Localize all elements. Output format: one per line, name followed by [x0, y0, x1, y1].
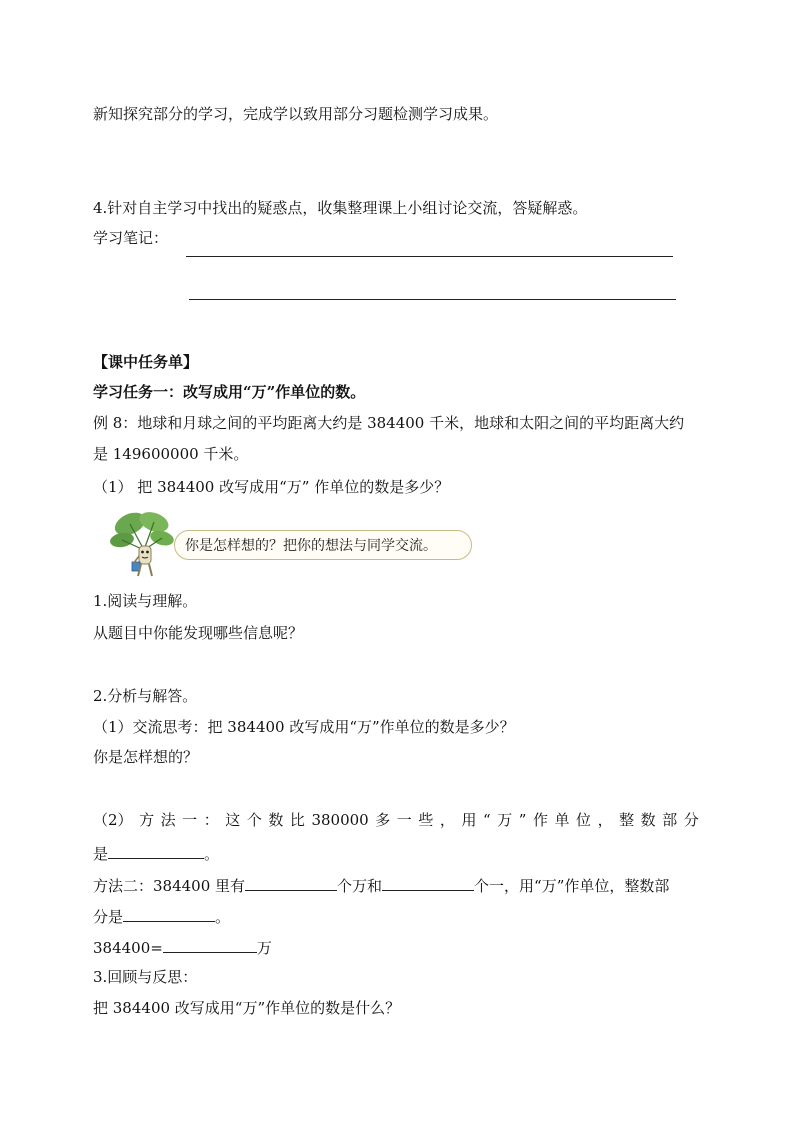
step1-question: 从题目中你能发现哪些信息呢？: [93, 624, 304, 642]
thinking-prompt: [108, 510, 478, 580]
method1-line-2: 是 。: [93, 842, 219, 864]
speech-bubble: 你是怎样想的？把你的想法与同学交流。: [174, 530, 472, 560]
plant-character-icon: [108, 510, 180, 580]
step3-title: 3.回顾与反思：: [93, 968, 198, 986]
method2-line-2: 分是 。: [93, 905, 230, 927]
question-1: （1） 把 384400 改写成用“万” 作单位的数是多少？: [93, 478, 450, 496]
step2-q1: （1）交流思考：把 384400 改写成用“万”作单位的数是多少？: [93, 718, 515, 736]
method2-line: 方法二：384400 里有 个万和 个一，用“万”作单位，整数部: [93, 874, 669, 896]
step2-q1-sub: 你是怎样想的？: [93, 748, 199, 766]
equation-line: 384400= 万: [93, 936, 272, 958]
step1-title: 1.阅读与理解。: [93, 592, 198, 610]
method2-answer-blank[interactable]: [123, 905, 215, 922]
step2-title: 2.分析与解答。: [93, 687, 198, 705]
notes-line-2: [189, 299, 676, 300]
method1-line: （2） 方 法 一 ： 这 个 数 比 380000 多 一 些 ， 用 “ 万 ” 作 单 位 ， 整 数 部 分: [93, 811, 699, 829]
notes-label: 学习笔记：: [93, 229, 169, 247]
notes-line-1: [186, 256, 673, 257]
equation-answer-blank[interactable]: [163, 936, 257, 953]
method2-wan-count-blank[interactable]: [245, 874, 337, 891]
task1-title: 学习任务一：改写成用“万”作单位的数。: [93, 383, 366, 401]
example-line-1: 例 8：地球和月球之间的平均距离大约是 384400 千米，地球和太阳之间的平均距离大约: [93, 414, 685, 432]
example-line-2: 是 149600000 千米。: [93, 445, 249, 463]
item-4: 4.针对自主学习中找出的疑惑点，收集整理课上小组讨论交流，答疑解惑。: [93, 199, 588, 217]
method1-answer-blank[interactable]: [108, 842, 204, 859]
section-title: 【课中任务单】: [93, 353, 199, 371]
step3-question: 把 384400 改写成用“万”作单位的数是什么？: [93, 999, 401, 1017]
intro-line: 新知探究部分的学习，完成学以致用部分习题检测学习成果。: [93, 105, 499, 123]
method2-yi-count-blank[interactable]: [382, 874, 474, 891]
